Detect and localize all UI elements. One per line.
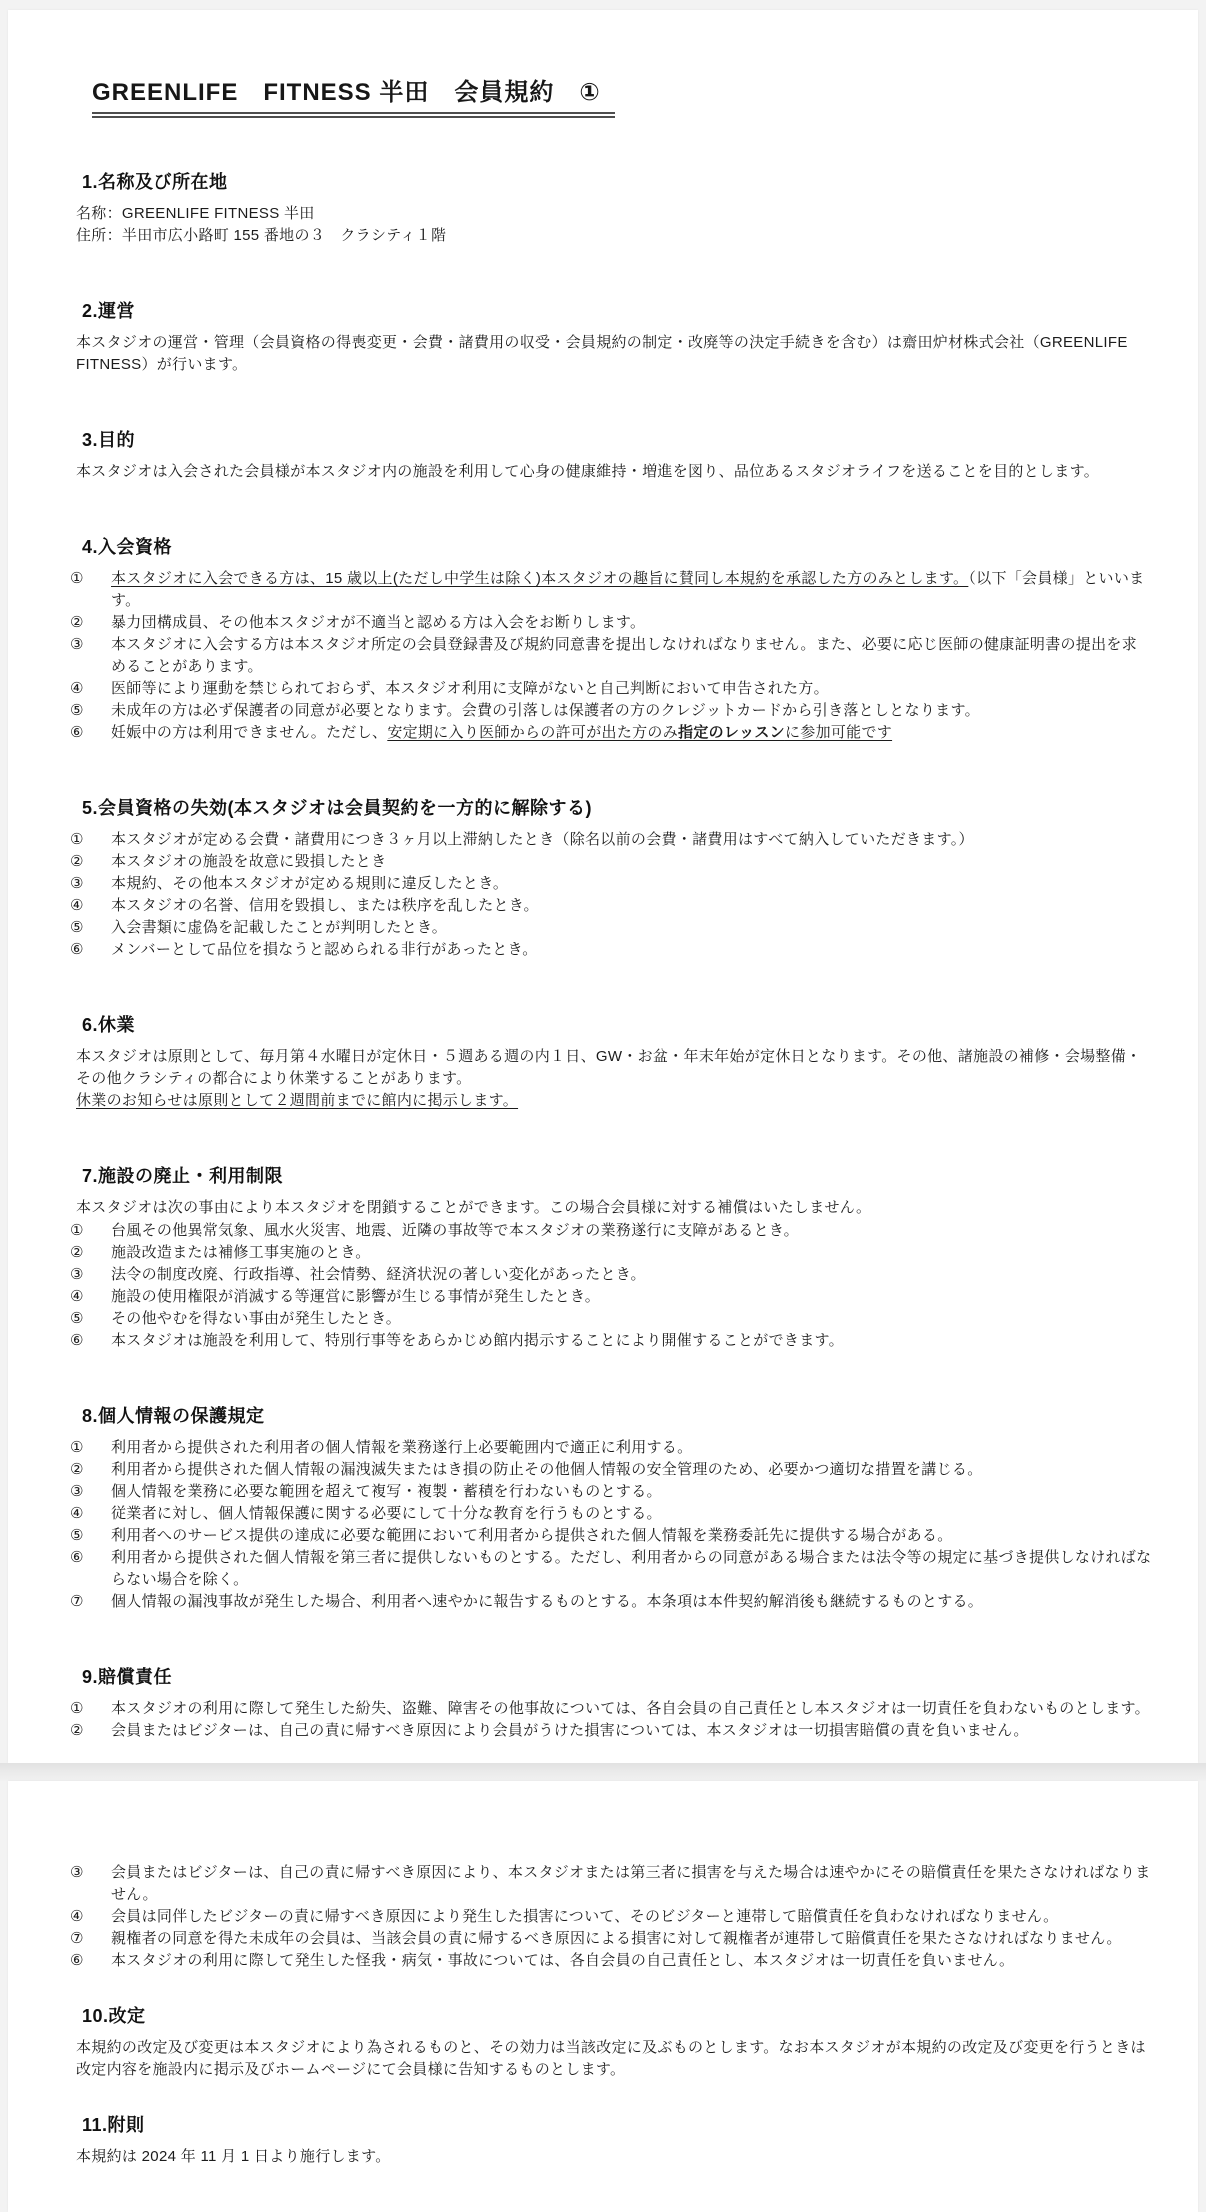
list-item <box>70 700 1152 722</box>
list-item-marker: ④ <box>70 1505 84 1522</box>
list-item-marker: ③ <box>70 636 84 653</box>
list-item <box>70 1286 1152 1308</box>
list-item <box>70 612 1152 634</box>
list-item-marker: ③ <box>70 875 84 892</box>
section-heading: 4.入会資格 <box>82 537 173 557</box>
list-item <box>70 851 1152 873</box>
list-item-text: 本スタジオの名誉、信用を毀損し、または秩序を乱したとき。 <box>111 897 539 914</box>
list-item <box>70 1308 1152 1330</box>
list-item <box>70 1720 1152 1742</box>
list-item <box>70 1242 1152 1264</box>
list-item <box>70 1264 1152 1286</box>
section-heading: 7.施設の廃止・利用制限 <box>82 1166 284 1186</box>
list-item-marker: ② <box>70 1461 84 1478</box>
list-item <box>70 873 1152 895</box>
list-item-marker: ③ <box>70 1266 84 1283</box>
list-item <box>70 1591 1152 1613</box>
text-run: 安定期に入り医師からの許可が出た方のみ <box>387 724 679 741</box>
list-item-text: 利用者から提供された個人情報を第三者に提供しないものとする。ただし、利用者からの同意がある場合または法令等の規定に基づき提供しなければならない場合を除く。 <box>111 1549 1152 1588</box>
list-item-text: 施設の使用権限が消滅する等運営に影響が生じる事情が発生したとき。 <box>111 1288 601 1305</box>
list-item-marker: ④ <box>70 897 84 914</box>
list-item-marker: ⑥ <box>70 1332 84 1349</box>
list-item-marker: ② <box>70 853 84 870</box>
paragraph: 名称：GREENLIFE FITNESS 半田 <box>76 205 315 222</box>
list-item-text: 会員またはビジターは、自己の責に帰すべき原因により、本スタジオまたは第三者に損害を与えた場合は速やかにその賠償責任を果たさなければなりません。 <box>111 1864 1151 1903</box>
section-heading: 9.賠償責任 <box>82 1667 173 1687</box>
list-item-text: 個人情報を業務に必要な範囲を超えて複写・複製・蓄積を行わないものとする。 <box>111 1483 662 1500</box>
list-item <box>70 895 1152 917</box>
section-heading: 1.名称及び所在地 <box>82 172 228 192</box>
list-item-marker: ① <box>70 1700 84 1717</box>
list-item-text: 本スタジオの利用に際して発生した紛失、盗難、障害その他事故については、各自会員の自己責任とし本スタジオは一切責任を負わないものとします。 <box>111 1700 1150 1717</box>
list-item-marker: ⑥ <box>70 1549 84 1566</box>
text-run: 休業のお知らせは原則として２週間前までに館内に掲示します。 <box>76 1092 519 1109</box>
list-item-text: 本スタジオの利用に際して発生した怪我・病気・事故については、各自会員の自己責任とし、本スタジオは一切責任を負いません。 <box>111 1952 1015 1969</box>
numbered-list <box>70 829 1152 961</box>
list-item-text: 本スタジオの施設を故意に毀損したとき <box>111 853 387 870</box>
page-gap <box>0 1763 1206 1781</box>
list-item-marker: ⑦ <box>70 1930 84 1947</box>
numbered-list <box>70 1220 1152 1352</box>
list-item-marker: ⑦ <box>70 1593 84 1610</box>
list-item <box>70 1906 1152 1928</box>
text-run: 本スタジオに入会できる方は、15 歳以上(ただし中学生は除く)本スタジオの趣旨に賛同し本規約を承認した方のみとします。 <box>111 570 969 587</box>
list-item-marker: ④ <box>70 1288 84 1305</box>
list-item-text: 親権者の同意を得た未成年の会員は、当該会員の責に帰するべき原因による損害に対して親権者が連帯して賠償責任を果たさなければなりません。 <box>111 1930 1122 1947</box>
list-item-marker: ① <box>70 1439 84 1456</box>
list-item <box>70 829 1152 851</box>
list-item-marker: ④ <box>70 680 84 697</box>
page-1 <box>8 10 1198 1763</box>
list-item-text: 施設改造または補修工事実施のとき。 <box>111 1244 371 1261</box>
list-item-text <box>111 722 1152 744</box>
list-item <box>70 634 1152 678</box>
list-item-marker: ① <box>70 1222 84 1239</box>
list-item <box>70 1503 1152 1525</box>
list-item-text: 医師等により運動を禁じられておらず、本スタジオ利用に支障がないと自己判断において申告された方。 <box>111 680 829 697</box>
list-item <box>70 1950 1152 1972</box>
paragraph: 住所：半田市広小路町 155 番地の３ クラシティ１階 <box>76 227 447 244</box>
section-heading: 11.附則 <box>82 2115 145 2135</box>
list-item-text: メンバーとして品位を損なうと認められる非行があったとき。 <box>111 941 538 958</box>
list-item <box>70 1525 1152 1547</box>
list-item-marker: ⑤ <box>70 1527 84 1544</box>
section-heading: 10.改定 <box>82 2006 146 2026</box>
numbered-list <box>70 568 1152 744</box>
doc-title-wrap <box>92 72 1152 118</box>
list-item-marker: ③ <box>70 1483 84 1500</box>
list-item-marker: ⑥ <box>70 1952 84 1969</box>
list-item-marker: ① <box>70 831 84 848</box>
paragraph: 本規約は 2024 年 11 月 1 日より施行します。 <box>76 2148 391 2165</box>
list-item-text: 台風その他異常気象、風水火災害、地震、近隣の事故等で本スタジオの業務遂行に支障があるとき。 <box>111 1222 799 1239</box>
list-item-marker: ⑤ <box>70 702 84 719</box>
list-item <box>70 568 1152 612</box>
list-item-text: 本スタジオに入会する方は本スタジオ所定の会員登録書及び規約同意書を提出しなければなりません。また、必要に応じ医師の健康証明書の提出を求めることがあります。 <box>111 636 1138 675</box>
list-item <box>70 722 1152 744</box>
list-item-text: その他やむを得ない事由が発生したとき。 <box>111 1310 402 1327</box>
list-item-marker: ② <box>70 1244 84 1261</box>
list-item <box>70 1698 1152 1720</box>
section-heading: 2.運営 <box>82 301 136 321</box>
list-item-text: 個人情報の漏洩事故が発生した場合、利用者へ速やかに報告するものとする。本条項は本件契約解消後も継続するものとする。 <box>111 1593 984 1610</box>
list-item-text: 暴力団構成員、その他本スタジオが不適当と認める方は入会をお断りします。 <box>111 614 646 631</box>
list-item-text: 従業者に対し、個人情報保護に関する必要にして十分な教育を行うものとする。 <box>111 1505 662 1522</box>
list-item <box>70 1220 1152 1242</box>
section-heading: 6.休業 <box>82 1015 136 1035</box>
list-item-marker: ② <box>70 1722 84 1739</box>
list-item-text: 本スタジオが定める会費・諸費用につき３ヶ月以上滞納したとき（除名以前の会費・諸費用はすべて納入していただきます。） <box>111 831 974 848</box>
list-item-marker: ⑥ <box>70 724 84 741</box>
list-item <box>70 939 1152 961</box>
list-item <box>70 678 1152 700</box>
list-item <box>70 1547 1152 1591</box>
paragraph: 本スタジオの運営・管理（会員資格の得喪変更・会費・諸費用の収受・会員規約の制定・改廃等の決定手続きを含む）は齋田炉材株式会社（GREENLIFE FITNESS）が行います。 <box>76 334 1128 373</box>
list-item-text: 法令の制度改廃、行政指導、社会情勢、経済状況の著しい変化があったとき。 <box>111 1266 646 1283</box>
list-item <box>70 917 1152 939</box>
list-item-text: 会員は同伴したビジターの責に帰すべき原因により発生した損害について、そのビジターと連帯して賠償責任を負わなければなりません。 <box>111 1908 1059 1925</box>
list-item-marker: ⑥ <box>70 941 84 958</box>
list-item <box>70 1437 1152 1459</box>
list-item-marker: ③ <box>70 1864 84 1881</box>
list-item <box>70 1862 1152 1906</box>
section-heading: 5.会員資格の失効(本スタジオは会員契約を一方的に解除する) <box>82 798 592 818</box>
list-item-text: 本規約、その他本スタジオが定める規則に違反したとき。 <box>111 875 509 892</box>
list-item <box>70 1481 1152 1503</box>
numbered-list <box>70 1698 1152 1742</box>
list-item-text: 利用者から提供された個人情報の漏洩滅失またはき損の防止その他個人情報の安全管理のため、必要かつ適切な措置を講じる。 <box>111 1461 983 1478</box>
list-item-text: 本スタジオは施設を利用して、特別行事等をあらかじめ館内掲示することにより開催することができます。 <box>111 1332 844 1349</box>
section-heading: 8.個人情報の保護規定 <box>82 1406 265 1426</box>
paragraph: 本規約の改定及び変更は本スタジオにより為されるものと、その効力は当該改定に及ぶものとします。なお本スタジオが本規約の改定及び変更を行うときは改定内容を施設内に掲示及びホームページにて会員様に告知するものとします。 <box>76 2039 1146 2078</box>
paragraph: 本スタジオは原則として、毎月第４水曜日が定休日・５週ある週の内１日、GW・お盆・年末年始が定休日となります。その他、諸施設の補修・会場整備・その他クラシティの都合により休業することがあります。 <box>76 1048 1142 1087</box>
list-item-marker: ② <box>70 614 84 631</box>
text-run: （以下「会員様」といいます。 <box>111 570 1145 609</box>
section-heading: 3.目的 <box>82 430 136 450</box>
list-item-marker: ① <box>70 570 84 587</box>
text-run: 指定のレッスン <box>678 724 785 741</box>
numbered-list <box>70 1437 1152 1613</box>
list-item-marker: ④ <box>70 1908 84 1925</box>
paragraph <box>76 1090 1152 1112</box>
paragraph: 本スタジオは入会された会員様が本スタジオ内の施設を利用して心身の健康維持・増進を図り、品位あるスタジオライフを送ることを目的とします。 <box>76 463 1100 480</box>
numbered-list <box>70 1862 1152 1972</box>
doc-title: GREENLIFE FITNESS 半田 会員規約 ① <box>92 72 615 118</box>
list-item-marker: ⑤ <box>70 919 84 936</box>
list-item <box>70 1928 1152 1950</box>
page-2 <box>8 1781 1198 2212</box>
list-item-text <box>111 568 1152 612</box>
list-item-text: 利用者へのサービス提供の達成に必要な範囲において利用者から提供された個人情報を業務委託先に提供する場合がある。 <box>111 1527 953 1544</box>
list-item-text: 会員またはビジターは、自己の責に帰すべき原因により会員がうけた損害については、本スタジオは一切損害賠償の責を負いません。 <box>111 1722 1029 1739</box>
paragraph: 本スタジオは次の事由により本スタジオを閉鎖することができます。この場合会員様に対する補償はいたしません。 <box>76 1199 872 1216</box>
list-item <box>70 1459 1152 1481</box>
list-item <box>70 1330 1152 1352</box>
list-item-text: 入会書類に虚偽を記載したことが判明したとき。 <box>111 919 448 936</box>
list-item-text: 未成年の方は必ず保護者の同意が必要となります。会費の引落しは保護者の方のクレジットカードから引き落としとなります。 <box>111 702 980 719</box>
text-run: 妊娠中の方は利用できません。ただし、 <box>111 724 388 741</box>
list-item-text: 利用者から提供された利用者の個人情報を業務遂行上必要範囲内で適正に利用する。 <box>111 1439 693 1456</box>
list-item-marker: ⑤ <box>70 1310 84 1327</box>
text-run: に参加可能です <box>784 724 893 741</box>
